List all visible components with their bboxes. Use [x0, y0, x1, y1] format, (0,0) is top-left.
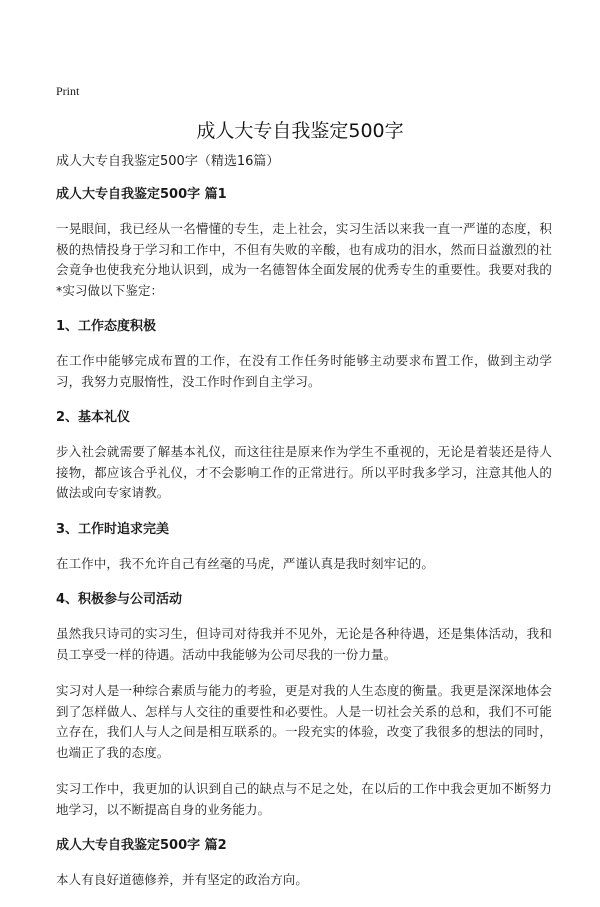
article-subtitle: 成人大专自我鉴定500字（精选16篇） [56, 154, 280, 169]
paragraph: 虽然我只诗司的实习生，但诗司对待我并不见外，无论是各种待遇，还是集体活动，我和员工享受一样的待遇。活动中我能够为公司尽我的一份力量。 [56, 626, 552, 662]
paragraph: 本人有良好道德修养，并有坚定的政治方向。 [56, 872, 309, 887]
section-heading: 1、工作态度积极 [56, 319, 157, 334]
section-heading: 成人大专自我鉴定500字 篇1 [56, 187, 227, 202]
section-heading: 2、基本礼仪 [56, 410, 131, 425]
article-body [56, 152, 552, 907]
print-link[interactable]: Print [56, 84, 80, 98]
paragraph: 在工作中能够完成布置的工作，在没有工作任务时能够主动要求布置工作，做到主动学习，我努力克服惰性，没工作时作到自主学习。 [56, 353, 552, 389]
paragraph: 在工作中，我不允许自己有丝毫的马虎，严谨认真是我时刻牢记的。 [56, 555, 435, 571]
section-heading: 4、积极参与公司活动 [56, 592, 183, 607]
paragraph: 一晃眼间，我已经从一名懵懂的专生，走上社会，实习生活以来我一直一严谨的态度，积极的热情投身于学习和工作中，不但有失败的辛酸，也有成功的泪水，然而日益激烈的社会竟争也使我充分地认识到，成为一名德智体全面发展的优秀专生的重要性。我要对我的*实习做以下鉴定： [56, 221, 552, 298]
page-title: 成人大专自我鉴定500字 [196, 120, 404, 142]
section-heading: 成人大专自我鉴定500字 篇2 [56, 838, 227, 853]
paragraph: 实习对人是一种综合素质与能力的考验，更是对我的人生态度的衡量。我更是深深地体会到了怎样做人、怎样与人交往的重要性和必要性。人是一切社会关系的总和，我们不可能立存在，我们人与人之间是相互联系的。一段充实的体验，改变了我很多的想法的同时，也端正了我的态度。 [56, 683, 552, 760]
section-heading: 3、工作时追求完美 [56, 521, 170, 537]
paragraph: 步入社会就需要了解基本礼仪，而这往往是原来作为学生不重视的，无论是着装还是待人接物，都应该合乎礼仪，才不会影响工作的正常进行。所以平时我多学习，注意其他人的做法或向专家请教。 [56, 444, 552, 500]
paragraph: 实习工作中，我更加的认识到自己的缺点与不足之处，在以后的工作中我会更加不断努力地学习，以不断提高自身的业务能力。 [56, 781, 552, 817]
